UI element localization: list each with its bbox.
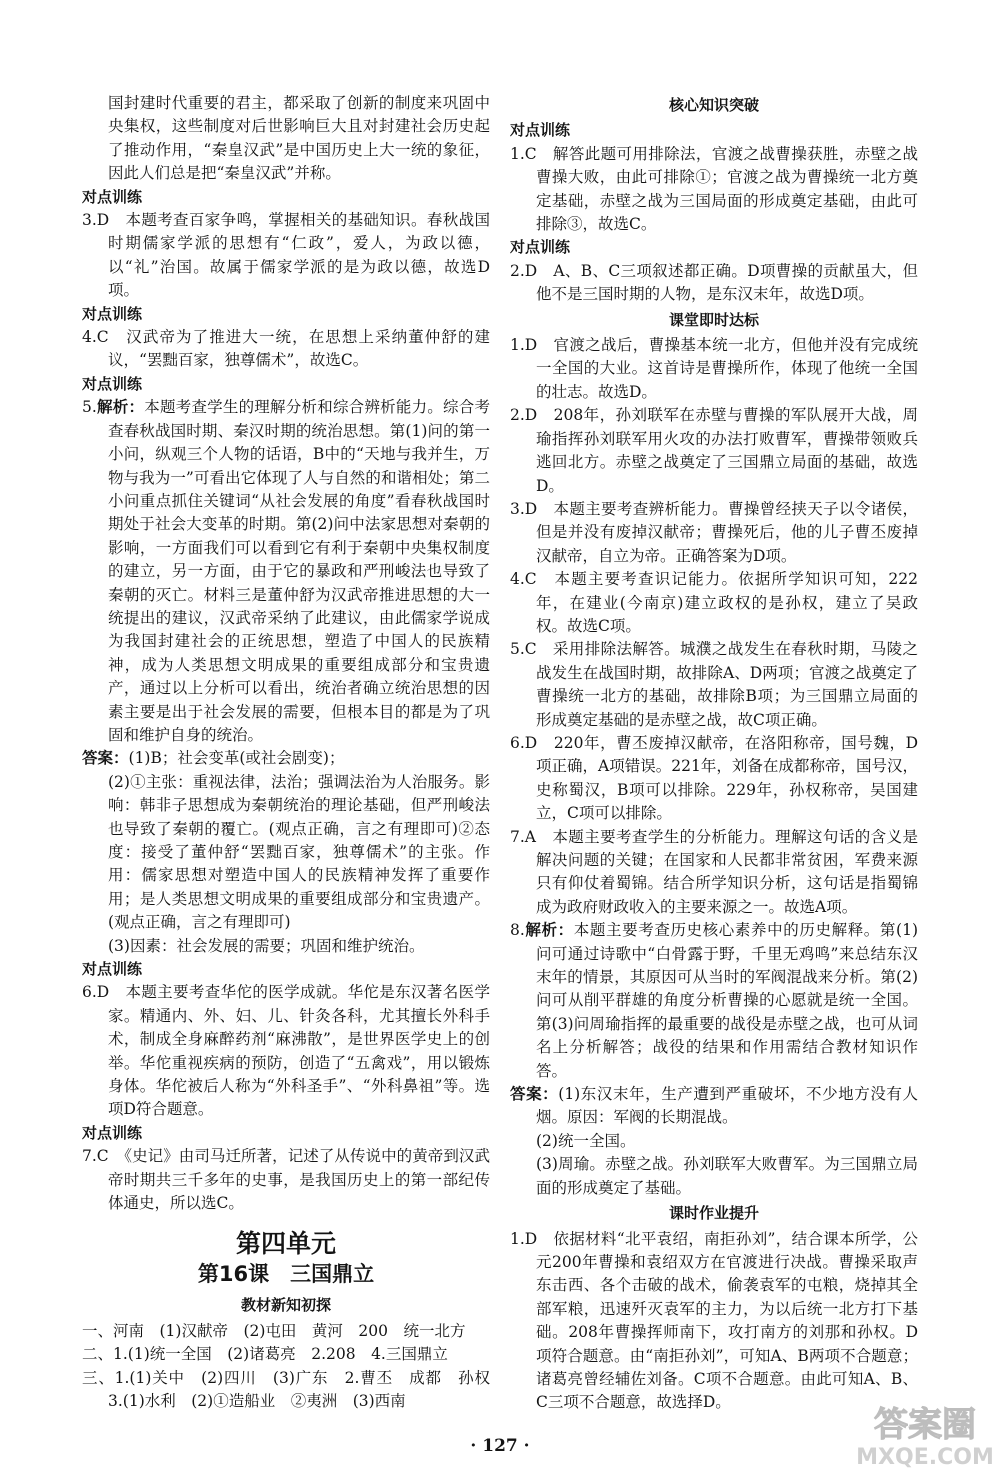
answer-line: [82, 747, 490, 770]
page-number: · 127 ·: [470, 1436, 530, 1456]
watermark-text: 答案圈: [874, 1405, 976, 1445]
section-heading: 课堂即时达标: [668, 310, 759, 329]
list-item: 二、1.(1)统一全国 (2)诸葛亮 2.208 4.三国鼎立: [82, 1345, 448, 1364]
item-number: 5.: [82, 398, 97, 417]
section-label: 对点训练: [82, 374, 143, 393]
analysis-text: 本题考查学生的理解分析和综合辨析能力。综合考查春秋战国时期、秦汉时期的统治思想。第(1)问的第一小问，纵观三个人物的话语，B中的“天地与我并生，万物与我为一”可看出它体现了人与自然的和谐相处；第二小问重点抓住关键词“从社会发展的角度”看春秋战国时期处于社会大变革的时期。第(2)问中法家思想对秦朝的影响，一方面我们可以看到它有利于秦朝中央集权制度的建立，另一方面，由于它的暴政和严刑峻法也导致了秦朝的灭亡。材料三是董仲舒为汉武帝推进思想的大一统提出的建议，汉武帝采纳了此建议，由此儒家学说成为我国封建社会的正统思想，塑造了中国人的民族精神，成为人类思想文明成果的重要组成部分和宝贵遗产，通过以上分析可以看出，统治者确立统治思想的因素主要是出于社会发展的需要，但根本目的都是为了巩固和维护自身的统治。: [108, 398, 490, 744]
section-label: 对点训练: [510, 238, 571, 257]
answer-item: 7.A 本题主要考查学生的分析能力。理解这句话的含义是解决问题的关键；在国家和人民都非常贫困，军费来源只有仰仗着蜀锦。结合所学知识分析，这句话是指蜀锦成为政府财政收入的主要来源之一。故选A项。: [510, 827, 918, 916]
answer-paragraph: (3)因素：社会发展的需要；巩固和维护统治。: [108, 936, 425, 955]
answer-line: [510, 1083, 918, 1130]
answer-item: 5.C 采用排除法解答。城濮之战发生在春秋时期，马陵之战发生在战国时期，故排除A、D两项；官渡之战奠定了曹操统一北方的基础，故排除B项；为三国鼎立局面的形成奠定基础的是赤壁之战，故C项正确。: [510, 640, 918, 729]
section-heading: 教材新知初探: [240, 1296, 331, 1315]
right-column: [510, 92, 918, 1415]
answer-item: 6.D 220年，曹丕废掉汉献帝，在洛阳称帝，国号魏，D项正确，A项错误。221年，刘备在成都称帝，国号汉，史称蜀汉，B项可以排除。229年，孙权称帝，吴国建立，C项可以排除。: [510, 733, 918, 823]
answer-text: (1)东汉末年，生产遭到严重破坏，不少地方没有人烟。原因：军阀的长期混战。: [536, 1085, 918, 1127]
intro-paragraph: 国封建时代重要的君主，都采取了创新的制度来巩固中央集权，这些制度对后世影响巨大且对封建社会历史起了推动作用，“秦皇汉武”是中国历史上大一统的象征，因此人们总是把“秦皇汉武”并称。: [108, 94, 490, 183]
answer-paragraph: (3)周瑜。赤壁之战。孙刘联军大败曹军。为三国鼎立局面的形成奠定了基础。: [536, 1155, 918, 1197]
answer-tag: 答案：: [82, 749, 129, 768]
answer-item: 4.C 汉武帝为了推进大一统，在思想上采纳董仲舒的建议，“罢黜百家，独尊儒术”，故选C。: [82, 328, 490, 370]
watermark-url: MXQE.COM: [856, 1445, 994, 1470]
section-label: 对点训练: [82, 187, 143, 206]
left-column: [82, 92, 506, 1413]
answer-tag: 答案：: [510, 1085, 559, 1104]
answer-item: 3.D 本题考查百家争鸣，掌握相关的基础知识。春秋战国时期儒家学派的思想有“仁政”，爱人，为政以德，以“礼”治国。故属于儒家学派的是为政以德，故选D项。: [82, 211, 490, 300]
answer-item: 6.D 本题主要考查华佗的医学成就。华佗是东汉著名医学家。精通内、外、妇、儿、针灸各科，尤其擅长外科手术，制成全身麻醉药剂“麻沸散”，是世界医学史上的创举。华佗重视疾病的预防，创造了“五禽戏”，用以锻炼身体。华佗被后人称为“外科圣手”、“外科鼻祖”等。选项D符合题意。: [82, 983, 490, 1119]
answer-item: 1.D 依据材料“北平袁绍，南拒孙刘”，结合课本所学，公元200年曹操和袁绍双方在官渡进行决战。曹操采取声东击西、各个击破的战术，偷袭袁军的屯粮，烧掉其全部军粮，迅速歼灭袁军的主力，为以后统一北方打下基础。208年曹操挥师南下，攻打南方的刘那和孙权。D项符合题意。由“南拒孙刘”，可知A、B两项不合题意；诸葛亮曾经辅佐刘备。C项不合题意。由此可知A、B、C三项不合题意，故选择D。: [510, 1229, 918, 1412]
answer-item: 3.D 本题主要考查辨析能力。曹操曾经挟天子以令诸侯，但是并没有废掉汉献帝；曹操死后，他的儿子曹丕废掉汉献帝，自立为帝。正确答案为D项。: [510, 499, 918, 565]
section-heading: 课时作业提升: [668, 1204, 759, 1223]
list-item: 一、河南 (1)汉献帝 (2)屯田 黄河 200 统一北方: [82, 1321, 466, 1340]
section-label: 对点训练: [82, 960, 143, 979]
watermark-logo: [850, 1398, 1000, 1472]
section-label: 对点训练: [82, 1123, 143, 1142]
answer-item: 4.C 本题主要考查识记能力。依据所学知识可知，222年，在建业(今南京)建立政权的是孙权，建立了吴政权。故选C项。: [510, 570, 918, 635]
answer-item: [510, 919, 918, 1083]
answer-item: 2.D 208年，孙刘联军在赤壁与曹操的军队展开大战，周瑜指挥孙刘联军用火攻的办法打败曹军，曹操带领败兵逃回北方。赤壁之战奠定了三国鼎立局面的基础，故选D。: [510, 406, 918, 495]
item-number: 8.: [510, 921, 525, 940]
list-item: 三、1.(1)关中 (2)四川 (3)广东 2.曹丕 成都 孙权 3.(1)水利 (2)①造船业 ②夷洲 (3)西南: [82, 1368, 506, 1410]
answer-item: [82, 396, 490, 747]
answer-paragraph: (2)①主张：重视法律，法治；强调法治为人治服务。影响：韩非子思想成为秦朝统治的理论基础，但严刑峻法也导致了秦朝的覆亡。(观点正确，言之有理即可)②态度：接受了董仲舒“罢黜百家，独尊儒术”的主张。作用：儒家思想对塑造中国人的民族精神发挥了重要作用；是人类思想文明成果的重要组成部分和宝贵遗产。(观点正确，言之有理即可): [108, 772, 490, 932]
answer-item: 2.D A、B、C三项叙述都正确。D项曹操的贡献虽大，但他不是三国时期的人物，是东汉末年，故选D项。: [510, 261, 918, 304]
answer-item: 1.C 解答此题可用排除法，官渡之战曹操获胜，赤壁之战曹操大败，由此可排除①；官渡之战为曹操统一北方奠定基础，赤壁之战为三国局面的形成奠定基础，由此可排除③，故选C。: [510, 144, 918, 234]
section-heading: 核心知识突破: [668, 96, 759, 114]
analysis-text: 本题主要考查历史核心素养中的历史解释。第(1)问可通过诗歌中“白骨露于野，千里无鸡鸣”来总结东汉末年的情景，其原因可从当时的军阀混战来分析。第(2)问可从削平群雄的角度分析曹操的心愿就是统一全国。第(3)问周瑜指挥的最重要的战役是赤壁之战，也可从词名上分析解答；战役的结果和作用需结合教材知识作答。: [536, 921, 918, 1080]
answer-paragraph: (2)统一全国。: [536, 1131, 636, 1150]
answer-text: (1)B；社会变革(或社会剧变)；: [128, 749, 345, 768]
unit-title: 第四单元: [235, 1228, 336, 1258]
section-label: 对点训练: [82, 304, 143, 323]
section-label: 对点训练: [510, 121, 571, 140]
answer-item: 1.D 官渡之战后，曹操基本统一北方，但他并没有完成统一全国的大业。这首诗是曹操所作，体现了他统一全国的壮志。故选D。: [510, 336, 918, 401]
answer-item: 7.C 《史记》由司马迁所著，记述了从传说中的黄帝到汉武帝时期共三千多年的史事，是我国历史上的第一部纪传体通史，所以选C。: [82, 1147, 490, 1213]
analysis-tag: 解析：: [96, 398, 145, 417]
analysis-tag: 解析：: [524, 921, 574, 940]
lesson-title: 第16课 三国鼎立: [197, 1261, 375, 1286]
